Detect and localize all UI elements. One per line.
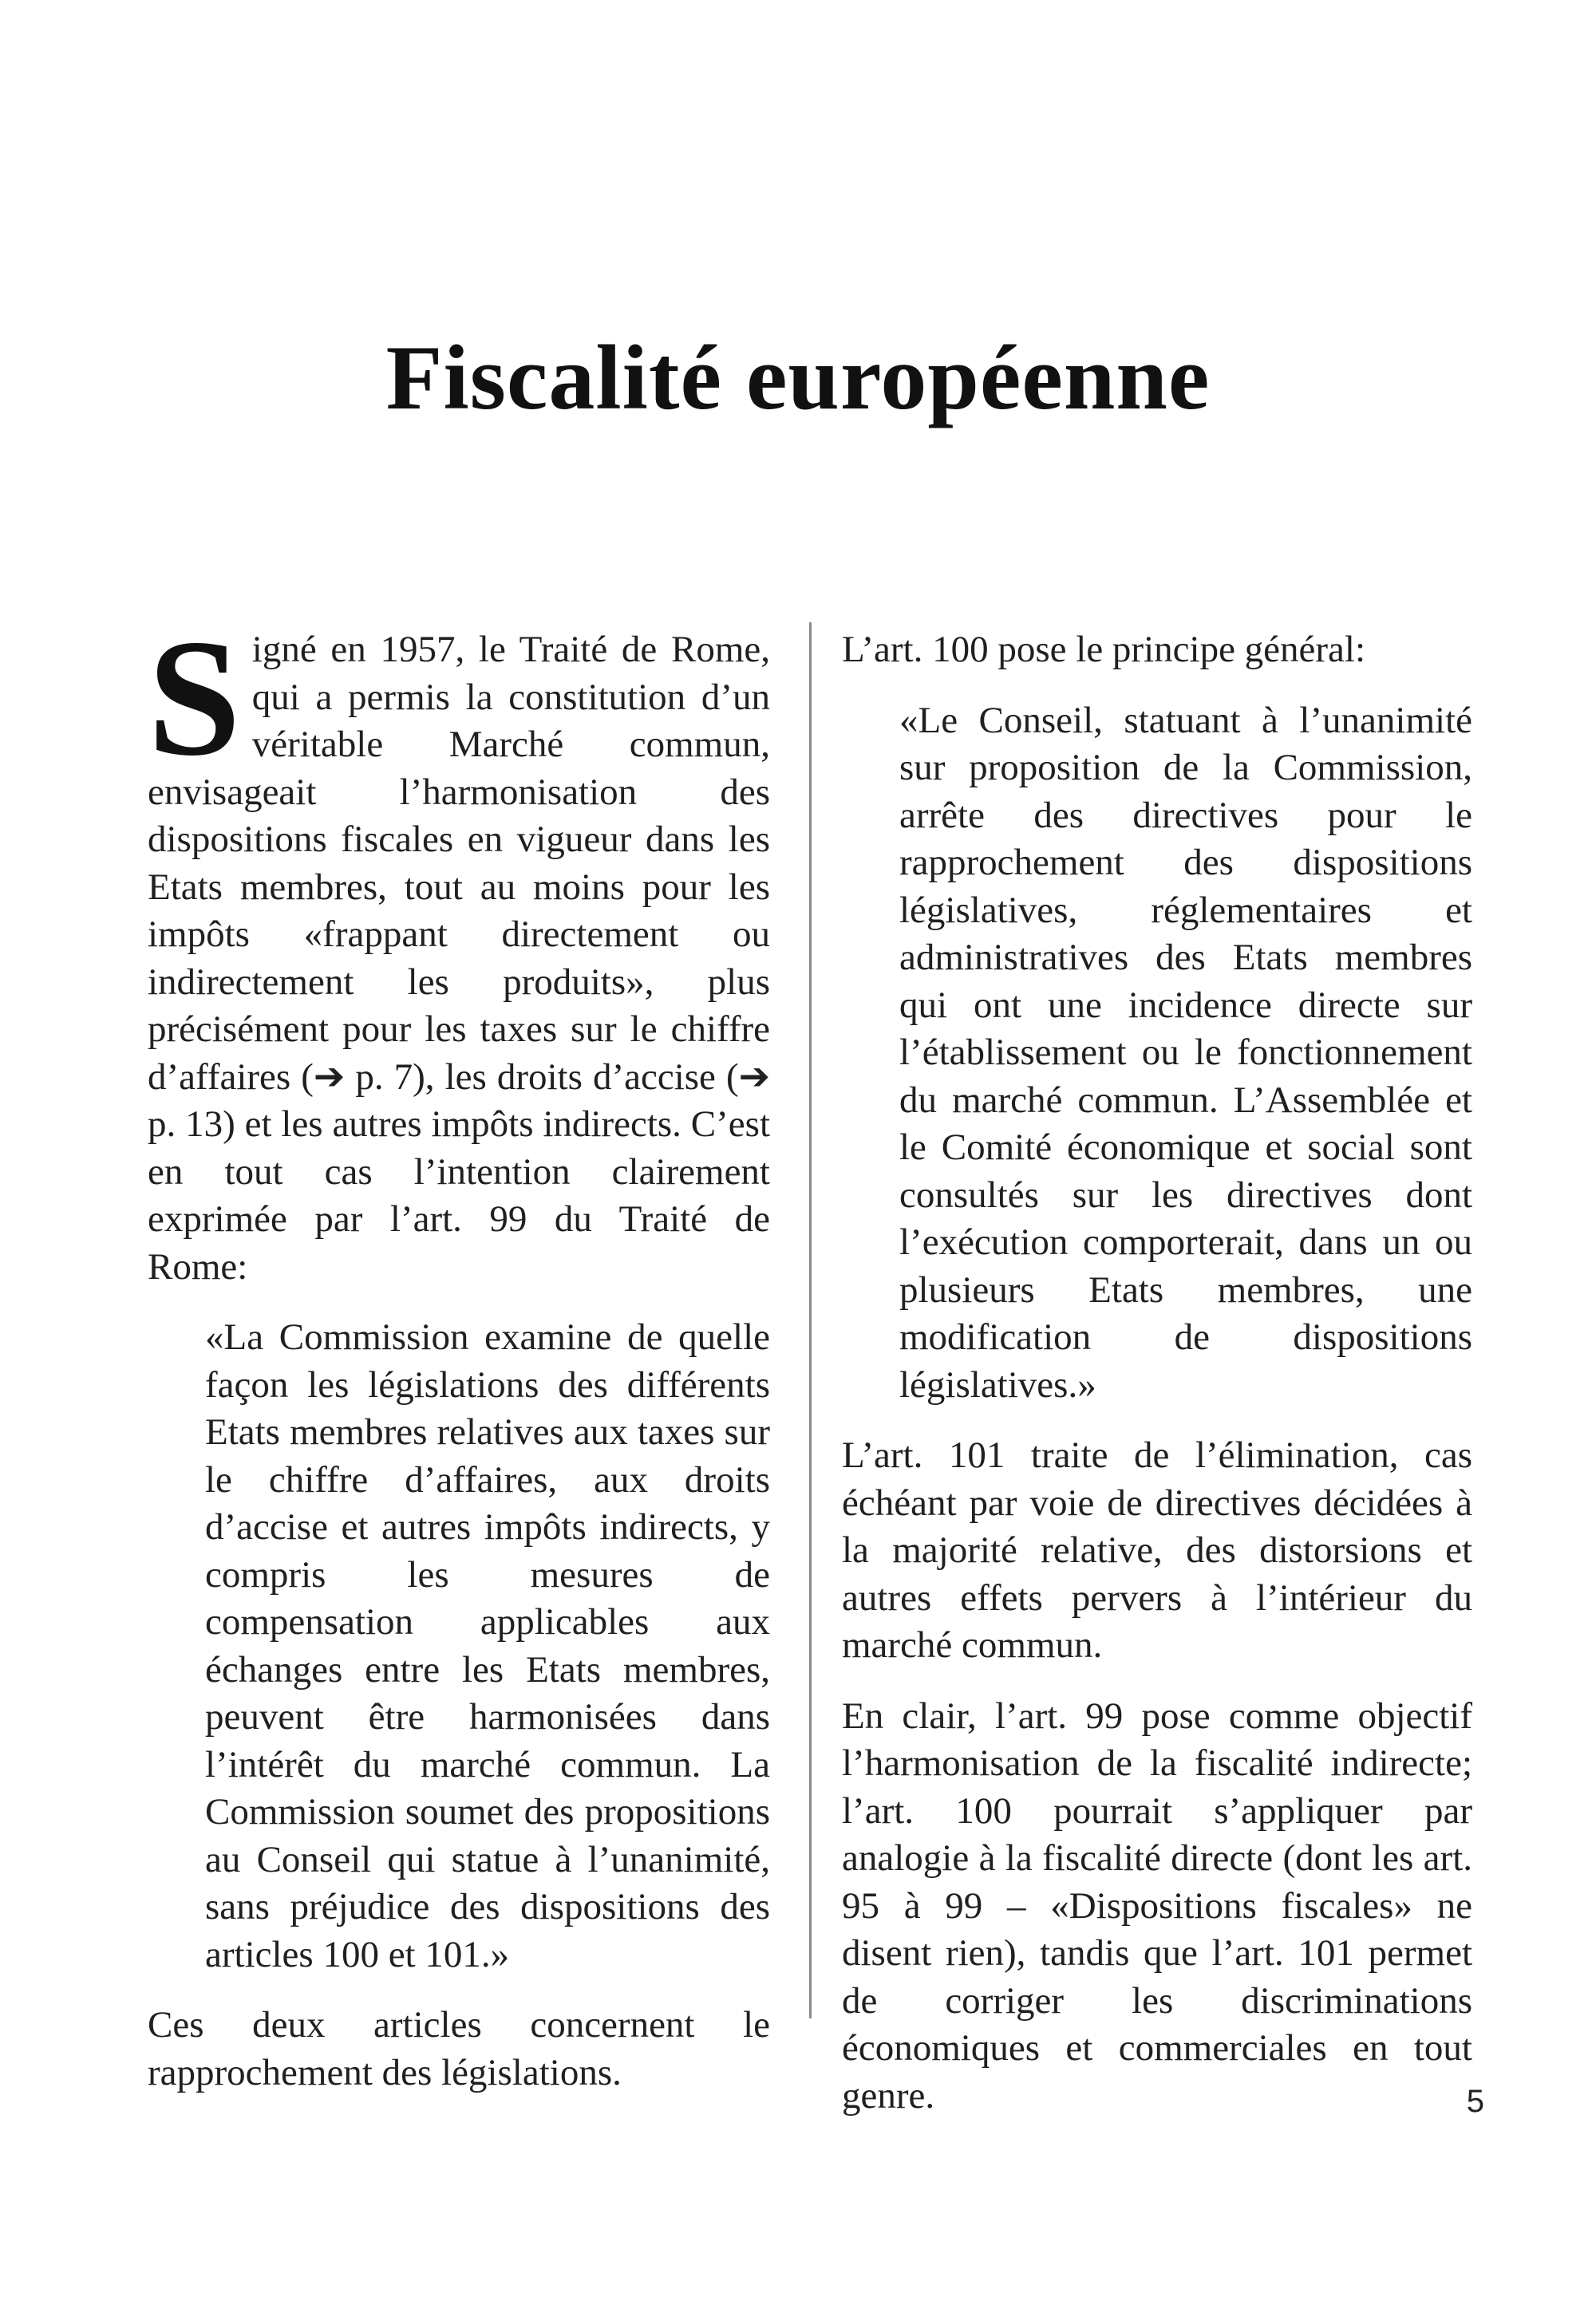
article-101-paragraph: L’art. 101 traite de l’élimination, cas échéant par voie de directives décidées à la majorité relative, des distorsions et autres effets pervers à l’intérieur du marché commun. bbox=[842, 1434, 1472, 1666]
article-100-intro: L’art. 100 pose le principe général: bbox=[842, 629, 1366, 670]
summary-paragraph: En clair, l’art. 99 pose comme objectif l’harmonisation de la fiscalité indirecte; l’art. 100 pourrait s’appliquer par analogie à la fiscalité directe (dont les art. 95 à 99 – «Dispositions fiscales» ne disent rien), tandis que l’art. 101 permet de corriger les discriminations économiques et commerciales en tout genre. bbox=[842, 1695, 1472, 2117]
left-closing-paragraph: Ces deux articles concernent le rapprochement des législations. bbox=[148, 2004, 770, 2093]
column-divider bbox=[809, 622, 812, 2018]
intro-paragraph-text: igné en 1957, le Traité de Rome, qui a permis la constitution d’un véritable Marché commun, envisageait l’harmonisation des dispositions fiscales en vigueur dans les Etats membres, tout au moins pour les impôts «frappant directement ou indirectement les produits», plus précisément pour les taxes sur le chiffre d’affaires (➔ p. 7), les droits d’accise (➔ p. 13) et les autres impôts indirects. C’est en tout cas l’intention clairement exprimée par l’art. 99 du Traité de Rome: bbox=[148, 629, 770, 1288]
drop-cap: S bbox=[148, 606, 241, 791]
right-column bbox=[842, 626, 1472, 2143]
article-99-quote: «La Commission examine de quelle façon les législations des différents Etats membres relatives aux taxes sur le chiffre d’affaires, aux droits d’accise et autres impôts indirects, y compris les mesures de compensation applicables aux échanges entre les Etats membres, peuvent être harmonisées dans l’intérêt du marché commun. La Commission soumet des propositions au Conseil qui statue à l’unanimité, sans préjudice des dispositions des articles 100 et 101.» bbox=[205, 1316, 770, 1975]
page-title: Fiscalité européenne bbox=[385, 327, 1211, 429]
intro-paragraph bbox=[148, 606, 770, 1291]
article-100-quote: «Le Conseil, statuant à l’unanimité sur proposition de la Commission, arrête des directives pour le rapprochement des dispositions législatives, réglementaires et administratives des Etats membres qui ont une incidence directe sur l’établissement ou le fonctionnement du marché commun. L’Assemblée et le Comité économique et social sont consultés sur les directives dont l’exécution comporterait, dans un ou plusieurs Etats membres, une modification de dispositions législatives.» bbox=[899, 699, 1472, 1406]
left-column bbox=[148, 606, 770, 2120]
page-number: 5 bbox=[1466, 2084, 1484, 2119]
